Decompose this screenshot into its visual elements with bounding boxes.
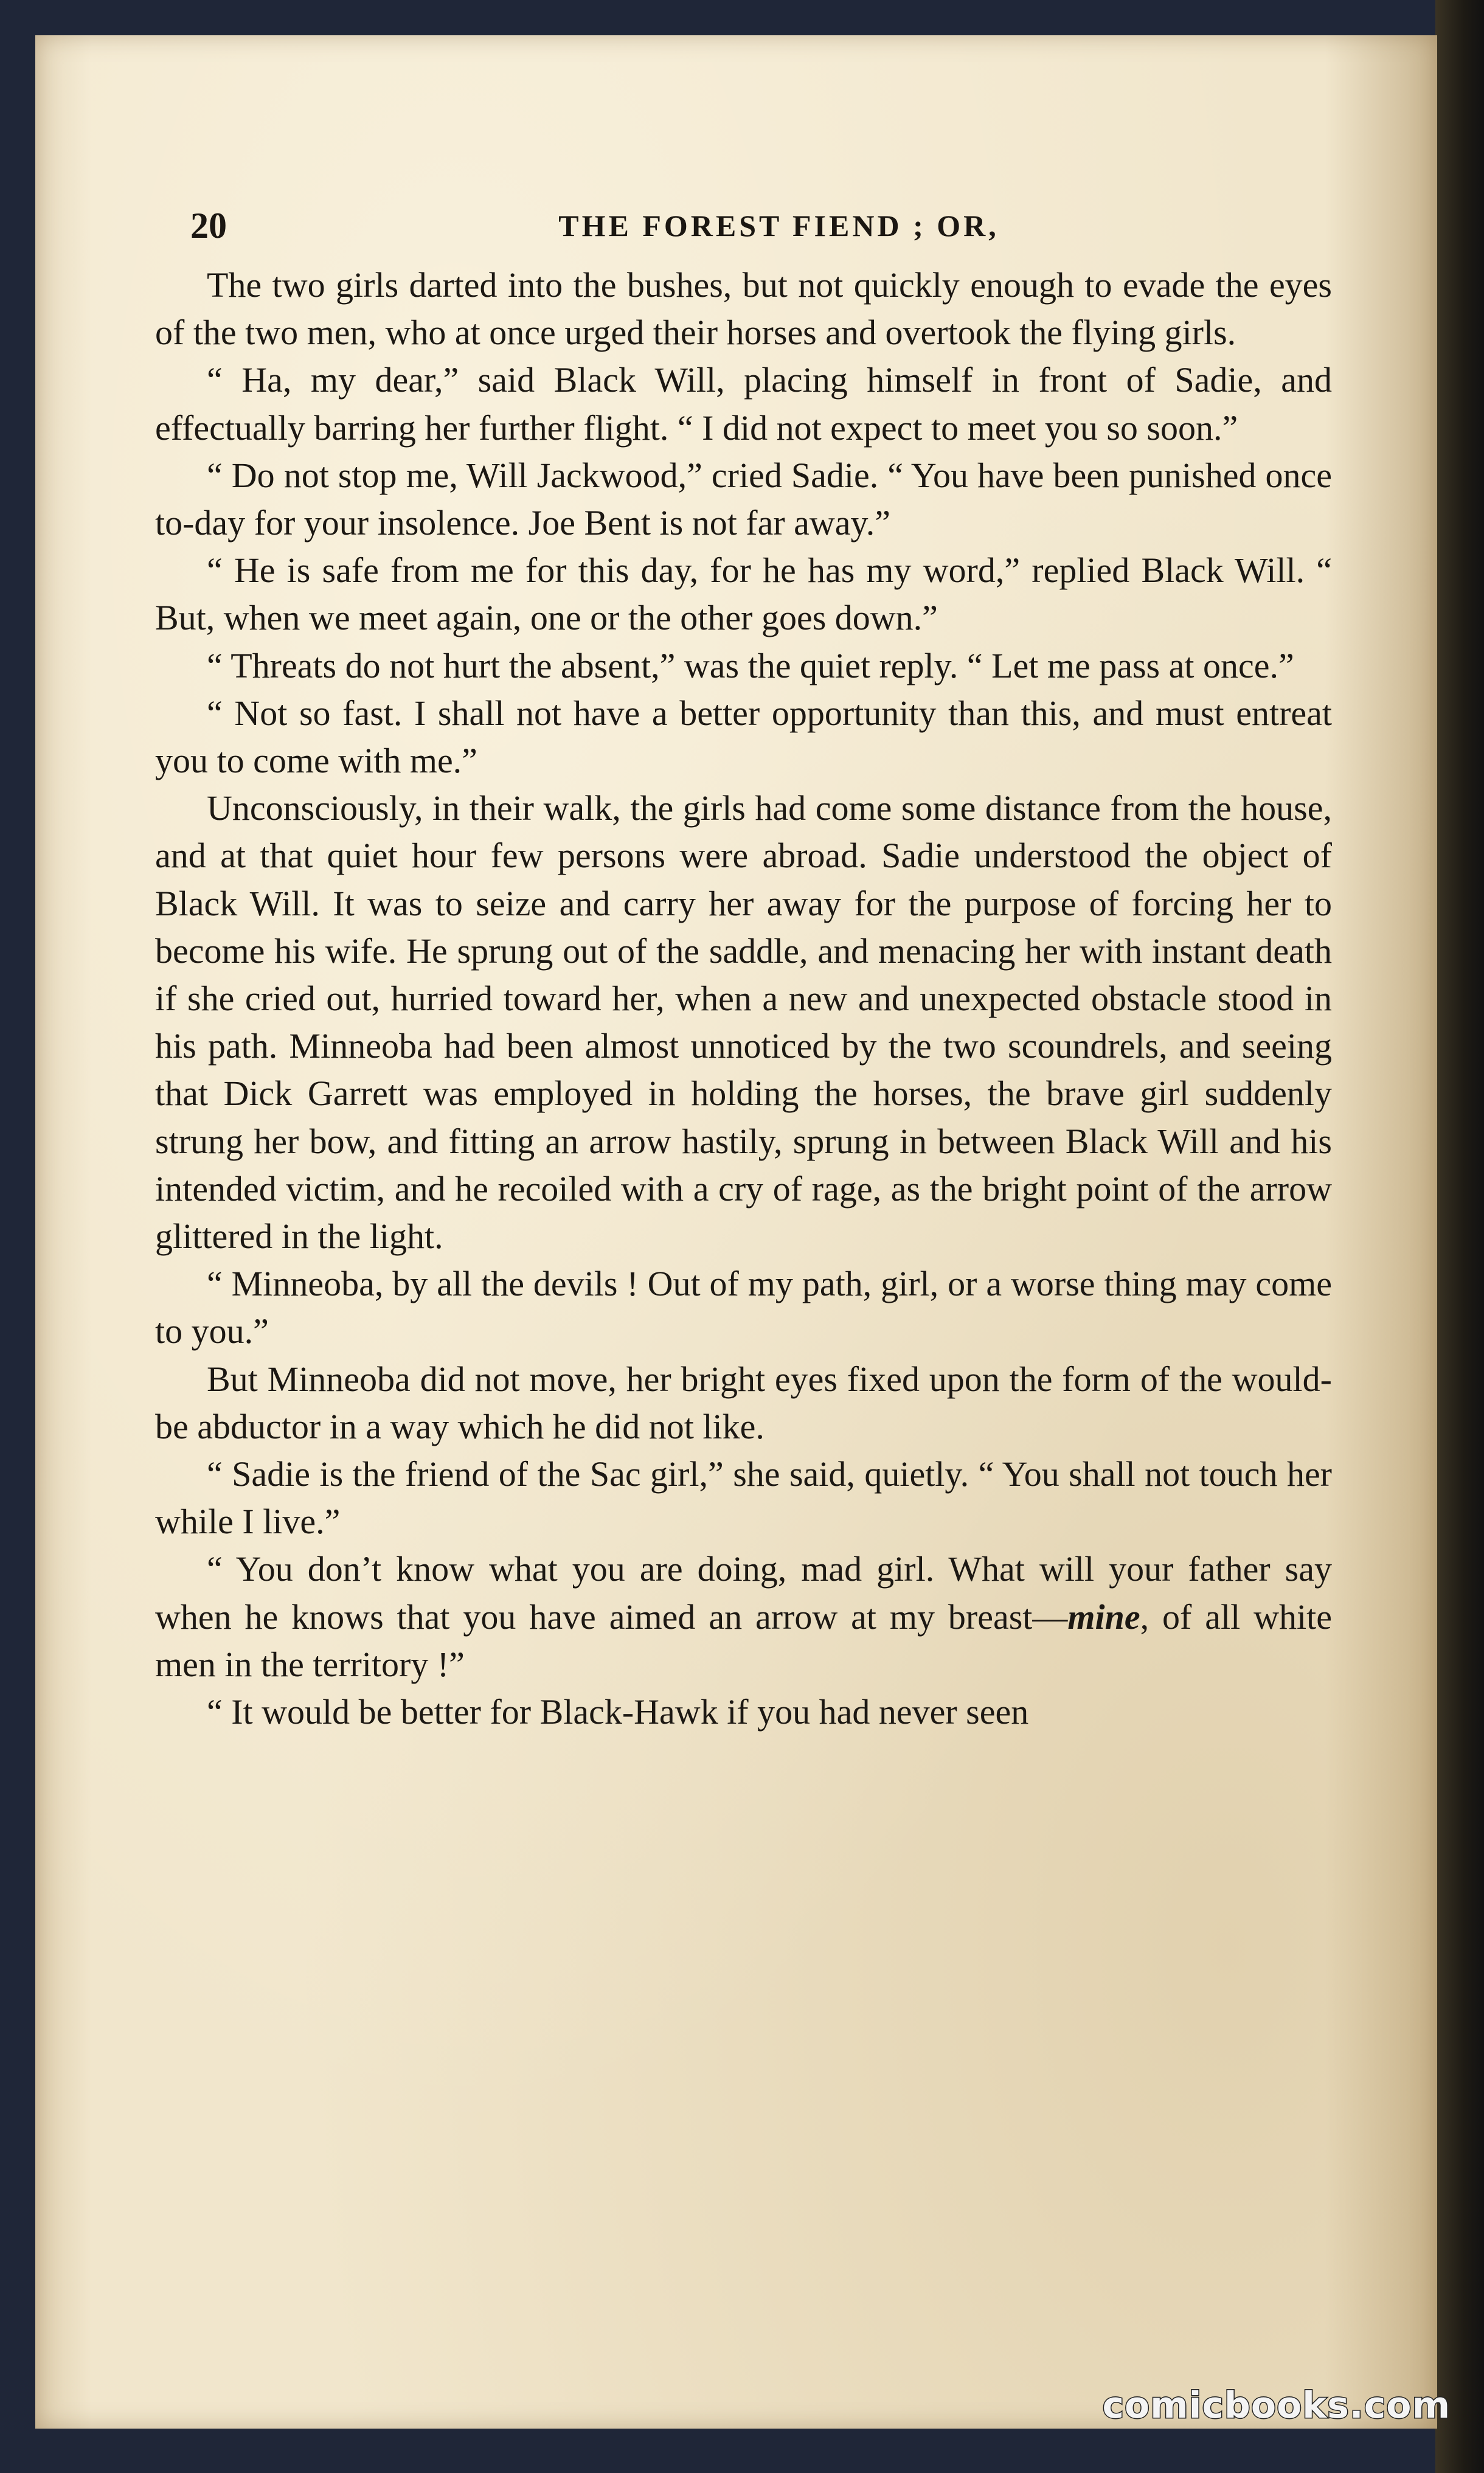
paragraph-5: “ Threats do not hurt the absent,” was the quiet reply. “ Let me pass at once.”	[207, 645, 1294, 685]
paragraph-12-fragment: “ It would be better for Black-Hawk if you had never seen	[207, 1692, 1029, 1732]
paragraph-6: “ Not so fast. I shall not have a better opportunity than this, and must entreat you to come with me.”	[155, 693, 1332, 781]
paragraph-4: “ He is safe from me for this day, for he has my word,” replied Black Will. “ But, when we meet again, one or the other goes down.”	[155, 550, 1332, 638]
paragraph-1: The two girls darted into the bushes, but not quickly enough to evade the eyes of the two men, who at once urged their horses and overtook the flying girls.	[155, 265, 1332, 353]
paragraph-11-end: , of all white men in the territory !”	[155, 1597, 1332, 1684]
body-text	[155, 262, 1332, 1736]
paragraph-11-text: “ You don’t know what you are doing, mad girl. What will your father say when he knows that you have aimed an arrow at my breast—	[155, 1549, 1332, 1637]
paragraph-7: Unconsciously, in their walk, the girls had come some distance from the house, and at that quiet hour few persons were abroad. Sadie understood the object of Black Will. It was to seize and carry her away for the purpose of forcing her to become his wife. He sprung out of the saddle, and menacing her with instant death if she cried out, hurried toward her, when a new and unexpected obstacle stood in his path. Minneoba had been almost unnoticed by the two scoundrels, and seeing that Dick Garrett was employed in holding the horses, the brave girl suddenly strung her bow, and fitting an arrow hastily, sprung in between Black Will and his intended victim, and he recoiled with a cry of rage, as the bright point of the arrow glittered in the light.	[155, 788, 1332, 1257]
page-number: 20	[190, 206, 227, 246]
paragraph-8: “ Minneoba, by all the devils ! Out of my path, girl, or a worse thing may come to you.”	[155, 1264, 1332, 1351]
running-head	[190, 198, 1367, 253]
book-edge	[1435, 0, 1484, 2473]
emphasized-word: mine	[1067, 1597, 1140, 1637]
paragraph-3: “ Do not stop me, Will Jackwood,” cried Sadie. “ You have been punished once to-day for your insolence. Joe Bent is not far away.”	[155, 455, 1332, 543]
paragraph-11	[155, 1545, 1332, 1688]
running-head-title: THE FOREST FIEND ; OR,	[558, 209, 999, 243]
paragraph-9: But Minneoba did not move, her bright eyes fixed upon the form of the would-be abductor in a way which he did not like.	[155, 1359, 1332, 1446]
paragraph-10: “ Sadie is the friend of the Sac girl,” she said, quietly. “ You shall not touch her while I live.”	[155, 1454, 1332, 1542]
paragraph-2: “ Ha, my dear,” said Black Will, placing himself in front of Sadie, and effectually barring her further flight. “ I did not expect to meet you so soon.”	[155, 360, 1332, 448]
site-watermark: comicbooks.com	[1102, 2384, 1451, 2427]
